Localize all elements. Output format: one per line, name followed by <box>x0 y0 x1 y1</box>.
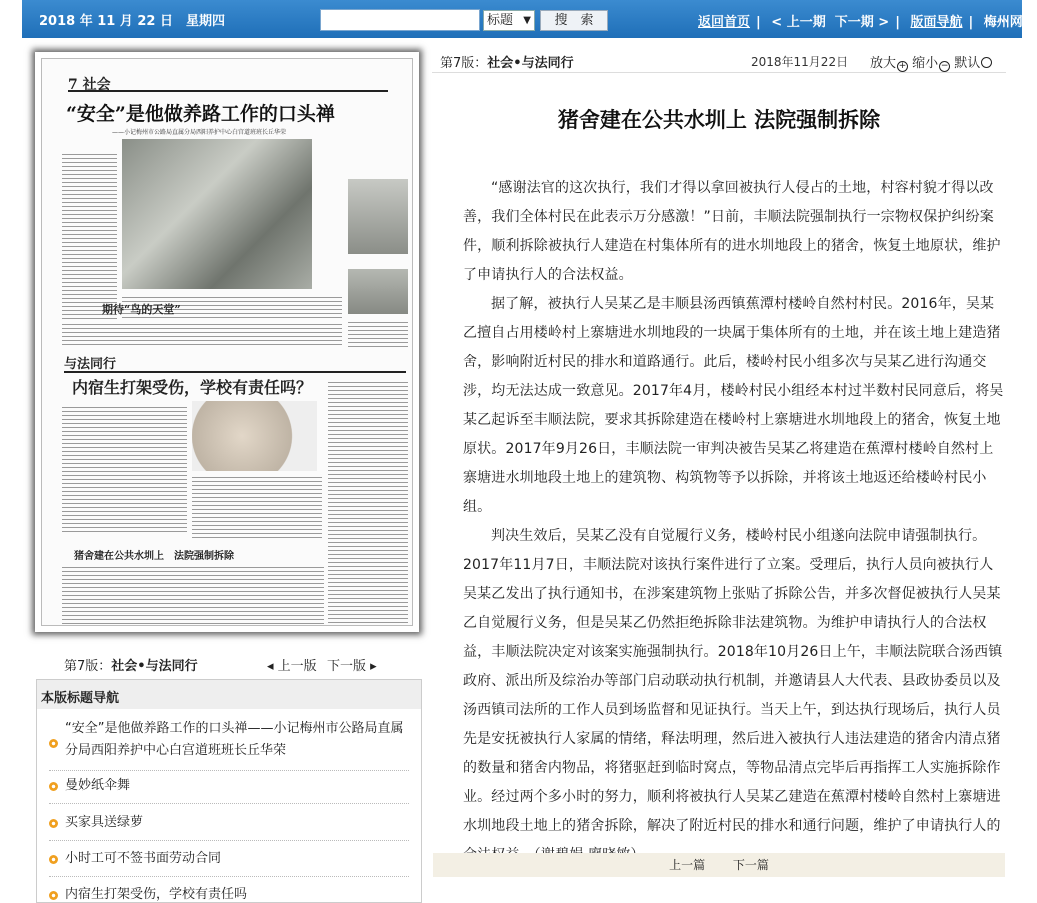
zoom-out-button[interactable] <box>912 56 950 71</box>
headline-item-label: 曼妙纸伞舞 <box>65 778 131 793</box>
minus-icon: − <box>940 61 949 71</box>
search-type-select[interactable] <box>483 10 535 31</box>
pager-label: 第7版： <box>64 659 112 674</box>
newspaper-page <box>41 58 413 626</box>
page-nav-link[interactable]: 版面导航 <box>910 15 963 30</box>
bullet-icon <box>49 819 58 828</box>
circle-icon <box>981 57 992 68</box>
plus-icon: + <box>898 61 907 71</box>
headline-item[interactable] <box>49 775 409 804</box>
home-link[interactable]: 返回首页 <box>698 15 751 30</box>
article-paragraph: “感谢法官的这次执行，我们才得以拿回被执行人侵占的土地，村容村貌才得以改善，我们全体村民在此表示万分感激！”日前，丰顺法院强制执行一宗物权保护纠纷案件，顺利拆除被执行人建造在村集体所有的进水圳地段上的猪舍，恢复土地原状，维护了申请执行人的合法权益。 <box>463 180 1001 283</box>
text-block <box>62 564 324 624</box>
worker-photo <box>122 139 312 289</box>
zoom-default-button[interactable] <box>954 56 992 71</box>
site-link[interactable]: 梅州网 <box>983 15 1023 30</box>
zoom-default-label: 默认 <box>954 56 981 71</box>
bullet-icon <box>49 891 58 900</box>
breadcrumb <box>440 52 574 71</box>
crumb-label: 第7版： <box>440 56 488 71</box>
thumb-headline[interactable]: “安全”是他做养路工作的口头禅 <box>66 103 335 125</box>
plant-photo <box>348 269 408 314</box>
bullet-icon <box>49 855 58 864</box>
headline-item-label: 内宿生打架受伤，学校有责任吗 <box>65 887 248 902</box>
text-block <box>192 474 322 539</box>
bullet-icon <box>49 739 58 748</box>
thumb-headline[interactable]: 期待“鸟的天堂” <box>102 303 181 316</box>
headline-item[interactable] <box>49 884 409 903</box>
headline-item[interactable] <box>49 718 409 771</box>
top-bar <box>22 0 1022 38</box>
zoom-in-label: 放大 <box>870 56 897 71</box>
divider: | <box>895 15 900 30</box>
top-nav <box>698 11 1023 30</box>
divider <box>64 371 406 373</box>
crumb-section: 社会•与法同行 <box>487 56 574 71</box>
article-paragraph: 判决生效后，吴某乙没有自觉履行义务，楼岭村民小组遂向法院申请强制执行。2017年11月7日，丰顺法院对该执行案件进行了立案。受理后，执行人员向被执行人吴某乙发出了执行通知书，在涉案建筑物上张贴了拆除公告，并多次督促被执行人吴某乙自觉履行义务，但是吴某乙仍然拒绝拆除非法建筑物。为维护申请执行人的合法权益，丰顺法院决定对该案实施强制执行。2018年10月26日上午，丰顺法院联合汤西镇政府、派出所及综治办等部门启动联动执行机制，并邀请县人大代表、县政协委员以及汤西镇司法所的工作人员到场监督和见证执行。当天上午，到达执行现场后，执行人员先是安抚被执行人家属的情绪，释法明理，然后进入被执行人违法建造的猪舍内清点猪的数量和猪舍内物品，将猪驱赶到临时窝点，等物品清点完毕后再指挥工人实施拆除作业。经过两个多小时的努力，顺利将被执行人吴某乙建造在蕉潭村楼岭自然村上寨塘进水圳地段土地上的猪舍拆除，解决了附近村民的排水和通行问题，维护了申请执行人的 <box>463 528 1003 834</box>
headline-item-label: 买家具送绿萝 <box>65 815 144 830</box>
headline-nav-header: 本版标题导航 <box>37 680 421 709</box>
page-number: 7 社会 <box>68 77 111 93</box>
thumb-headline[interactable]: 内宿生打架受伤，学校有责任吗？ <box>72 378 313 397</box>
prev-page-link[interactable]: ◂ 上一版 <box>267 659 317 674</box>
page-thumbnail[interactable] <box>35 52 419 632</box>
headline-item[interactable] <box>49 812 409 841</box>
divider: | <box>968 15 974 30</box>
article-pager <box>433 853 1005 877</box>
article-title: 猪舍建在公共水圳上 法院强制拆除 <box>557 107 881 132</box>
article-paragraph: 据了解，被执行人吴某乙是丰顺县汤西镇蕉潭村楼岭自然村村民。2016年，吴某乙擅自占用楼岭村上寨塘进水圳地段的一块属于集体所有的土地，并在该土地上建造猪舍，影响附近村民的排水和道路通行。此后，楼岭村民小组多次与吴某乙进行沟通交涉，均无法达成一致意见。2017年4月，楼岭村民小组经本村过半数村民同意后，将吴某乙起诉至丰顺法院，要求其拆除建造在楼岭村上寨塘进水圳地段上的猪舍，恢复土地原状。2017年9月26日，丰顺法院一审判决被告吴某乙将建造在蕉潭村楼岭自然村上寨塘进水圳地段土地上的建筑物、构筑物等予以拆除，并将该土地返还给楼岭村民小组。 <box>463 296 1004 515</box>
zoom-in-button[interactable] <box>870 56 908 71</box>
cartoon-illustration <box>192 401 317 471</box>
text-block <box>62 321 342 347</box>
bullet-icon <box>49 782 58 791</box>
search-input[interactable] <box>320 9 480 31</box>
thumb-section-title: 与法同行 <box>64 357 117 372</box>
prev-article-link[interactable]: 上一篇 <box>669 858 706 872</box>
headline-item-label: 小时工可不签书面劳动合同 <box>65 851 222 866</box>
divider <box>432 72 1006 73</box>
prev-issue-link[interactable]: < 上一期 <box>771 15 826 30</box>
search-type-label: 标题 <box>487 13 514 28</box>
page-pager <box>64 655 377 674</box>
issue-date: 2018 年 11 月 22 日 星期四 <box>39 14 225 29</box>
zoom-out-label: 缩小 <box>912 56 939 71</box>
text-block <box>348 319 408 349</box>
umbrella-dance-photo <box>348 179 408 254</box>
headline-item-label: “安全”是他做养路工作的口头禅——小记梅州市公路局直属分局西阳养护中心白宫道班班长丘华荣 <box>65 721 404 758</box>
headline-nav <box>36 679 422 903</box>
pager-section: 社会•与法同行 <box>111 659 198 674</box>
article-body <box>463 174 1005 870</box>
page-header <box>68 74 388 92</box>
publish-date: 2018年11月22日 <box>751 55 849 69</box>
chevron-down-icon: ▼ <box>523 15 531 26</box>
search-button[interactable]: 搜 索 <box>540 10 608 31</box>
thumb-headline[interactable]: 猪舍建在公共水圳上 法院强制拆除 <box>74 551 234 562</box>
next-article-link[interactable]: 下一篇 <box>732 858 769 872</box>
next-page-link[interactable]: 下一版 ▸ <box>327 659 377 674</box>
font-size-controls <box>870 52 992 72</box>
divider: | <box>756 15 761 30</box>
thumb-subheadline: ——小记梅州市公路局直属分局西阳养护中心白宫道班班长丘华荣 <box>112 129 287 136</box>
headline-item[interactable] <box>49 848 409 877</box>
text-block <box>62 404 187 534</box>
text-block <box>328 379 408 624</box>
next-issue-link[interactable]: 下一期 > <box>834 15 890 30</box>
